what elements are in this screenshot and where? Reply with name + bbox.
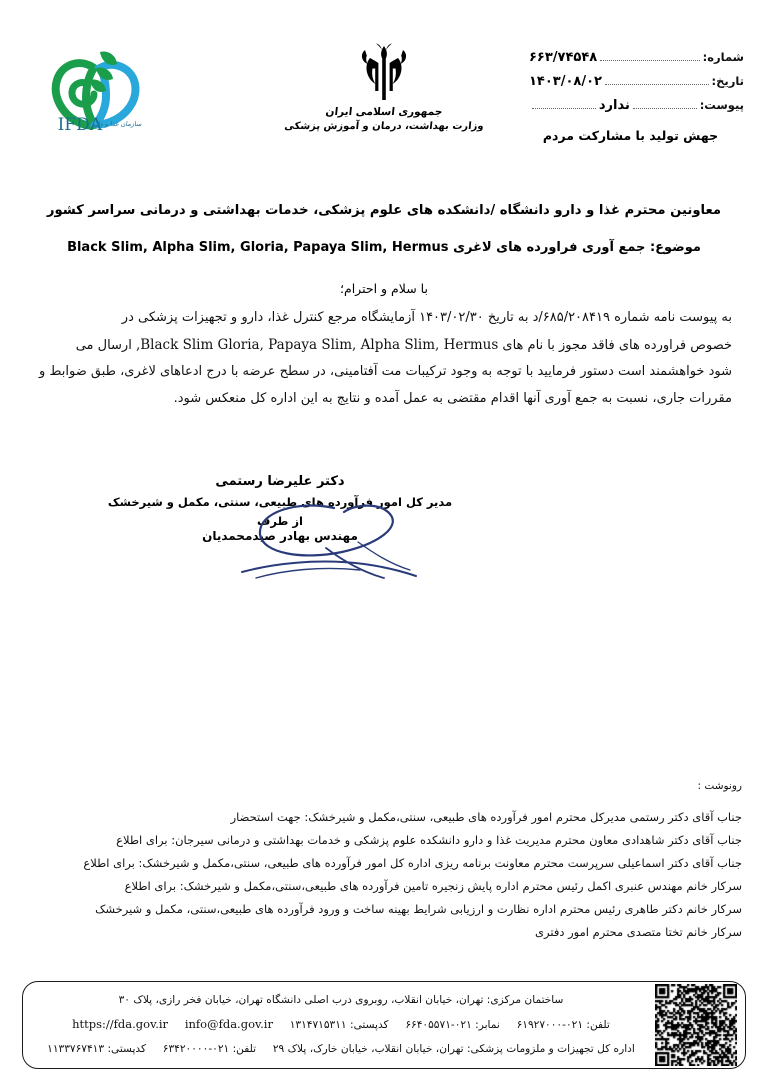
postal2-label: کدپستی: bbox=[107, 1043, 147, 1055]
cc-item: جناب آقای دکتر اسماعیلی سرپرست محترم معاونت برنامه ریزی اداره کل امور فرآورده های طبیعی، سنتی،مکمل و شیرخشک: برای اطلاع bbox=[83, 856, 742, 870]
cc-item: سرکار خانم مهندس عنبری اکمل رئیس محترم اداره پایش زنجیره تامین فرآورده های طبیعی،سنتی،مکمل و شیرخشک: برای اطلاع bbox=[124, 879, 742, 893]
dotted-leader bbox=[600, 51, 699, 61]
letter-meta-fields bbox=[529, 50, 744, 143]
footer-address-secondary: اداره کل تجهیزات و ملزومات پزشکی: تهران، خیابان انقلاب، خیابان خارک، پلاک ۲۹ bbox=[272, 1043, 635, 1055]
letterhead bbox=[0, 42, 768, 167]
iran-emblem-icon bbox=[349, 42, 419, 104]
body-line-2-start: خصوص فراورده های فاقد مجوز با نام های bbox=[502, 337, 732, 353]
letter-number-label: شماره: bbox=[702, 50, 744, 64]
subject-label: موضوع: bbox=[649, 240, 701, 255]
body-line-4: مقررات جاری، نسبت به جمع آوری آنها اقدام مقتضی به عمل آمده و نتایج به این اداره کل منعکس شود. bbox=[173, 390, 732, 406]
letter-date-row bbox=[529, 74, 744, 98]
footer-contact-row bbox=[37, 1012, 645, 1037]
ifda-caption: سازمان غذا و دارو bbox=[91, 120, 143, 128]
signature-block bbox=[0, 474, 560, 543]
phone2-value: ۰۲۱-۶۳۴۲۰۰۰۰ bbox=[162, 1043, 230, 1055]
letter-addressee: معاونین محترم غذا و دارو دانشگاه /دانشکده های علوم پزشکی، خدمات بهداشتی و درمانی سراسر کشور bbox=[46, 203, 722, 218]
letter-attachment-label: پیوست: bbox=[699, 98, 744, 112]
letter-number-value: ۶۶۳/۷۴۵۴۸ bbox=[529, 50, 598, 65]
emblem-ministry-line: وزارت بهداشت، درمان و آموزش پزشکی bbox=[283, 121, 485, 132]
dotted-leader bbox=[633, 99, 697, 109]
signatory-name: دکتر علیرضا رستمی bbox=[215, 474, 345, 489]
qr-code bbox=[655, 984, 737, 1066]
cc-item: جناب آقای دکتر شاهدادی معاون محترم مدیریت غذا و دارو دانشکده علوم پزشکی و خدمات بهداشتی و درمانی سیرجان: برای اطلاع bbox=[116, 833, 742, 847]
subject-persian: جمع آوری فراورده های لاغری bbox=[453, 240, 646, 255]
subject-product-names: Black Slim, Alpha Slim, Gloria, Papaya Slim, Hermus bbox=[67, 240, 449, 255]
delegate-name: مهندس بهادر صیدمحمدیان bbox=[202, 529, 358, 543]
letter-subject-line bbox=[0, 240, 768, 255]
postal-label: کدپستی: bbox=[350, 1019, 389, 1031]
cc-item: جناب آقای دکتر رستمی مدیرکل محترم امور فرآورده های طبیعی، سنتی،مکمل و شیرخشک: جهت استحضار bbox=[230, 810, 742, 824]
body-line-2-end: ارسال می bbox=[75, 337, 132, 353]
phone-value: ۰۲۱-۶۱۹۲۷۰۰۰ bbox=[516, 1019, 584, 1031]
footer-contact-text bbox=[37, 988, 645, 1061]
letter-date-label: تاریخ: bbox=[711, 74, 744, 88]
signatory-title: مدیر کل امور فرآورده های طبیعی، سنتی، مکمل و شیرخشک bbox=[107, 495, 453, 509]
fax-value: ۰۲۱-۶۶۴۰۵۵۷۱ bbox=[405, 1019, 472, 1031]
dotted-leader bbox=[532, 99, 596, 109]
letter-attachment-value: ندارد bbox=[598, 98, 630, 113]
ifda-acronym-text: IFDA bbox=[57, 115, 102, 132]
body-line-1: به پیوست نامه شماره ۶۸۵/۲۰۸۴۱۹/د به تاریخ ۱۴۰۳/۰۲/۳۰ آزمایشگاه مرجع کنترل غذا، دارو و تجهیزات پزشکی در bbox=[121, 310, 732, 325]
cc-item: سرکار خانم تختا متصدی محترم امور دفتری bbox=[535, 925, 742, 939]
cc-item: سرکار خانم دکتر طاهری رئیس محترم اداره نظارت و ارزیابی شرایط بهینه ساخت و ورود فرآورده های طبیعی،سنتی، مکمل و شیرخشک bbox=[95, 902, 742, 916]
carbon-copy-list bbox=[26, 780, 742, 944]
fax-label: نمابر: bbox=[475, 1019, 500, 1031]
postal2-value: ۱۱۳۳۷۶۷۴۱۳ bbox=[47, 1043, 105, 1055]
body-line-3: شود خواهشمند است دستور فرمایید با توجه به وجود ترکیبات مت آفتامینی، در سطح عرضه با درج ادعاهای لاغری، طبق ضوابط و bbox=[39, 364, 732, 379]
emblem-country-line: جمهوری اسلامی ایران bbox=[324, 106, 444, 118]
phone2-label: تلفن: bbox=[232, 1043, 257, 1055]
letter-number-row bbox=[529, 50, 744, 74]
footer-address-main: ساختمان مرکزی: تهران، خیابان انقلاب، روبروی درب اصلی دانشگاه تهران، خیابان فخر رازی، پلاک ۳۰ bbox=[118, 994, 564, 1006]
on-behalf-label: از طرف bbox=[257, 514, 303, 528]
letter-attachment-row bbox=[529, 98, 744, 122]
body-product-names: Black Slim Gloria, Papaya Slim, Alpha Slim, Hermus, bbox=[135, 336, 499, 353]
website-url[interactable]: https://fda.gov.ir bbox=[72, 1017, 169, 1031]
email-address[interactable]: info@fda.gov.ir bbox=[184, 1017, 273, 1031]
body-line-2 bbox=[32, 332, 732, 360]
postal-value: ۱۳۱۴۷۱۵۳۱۱ bbox=[289, 1019, 347, 1031]
dotted-leader bbox=[605, 75, 709, 85]
letter-greeting: با سلام و احترام؛ bbox=[340, 281, 428, 296]
ifda-logo-block bbox=[28, 46, 168, 132]
phone-label: تلفن: bbox=[586, 1019, 610, 1031]
letter-body bbox=[32, 305, 732, 412]
iran-national-emblem-block bbox=[284, 42, 484, 132]
letter-date-value: ۱۴۰۳/۰۸/۰۲ bbox=[529, 74, 602, 89]
year-slogan: جهش تولید با مشارکت مردم bbox=[542, 128, 719, 143]
footer-contact-box bbox=[22, 981, 746, 1069]
footer-secondary-row bbox=[37, 1037, 645, 1061]
cc-title: رونوشت : bbox=[697, 780, 742, 792]
